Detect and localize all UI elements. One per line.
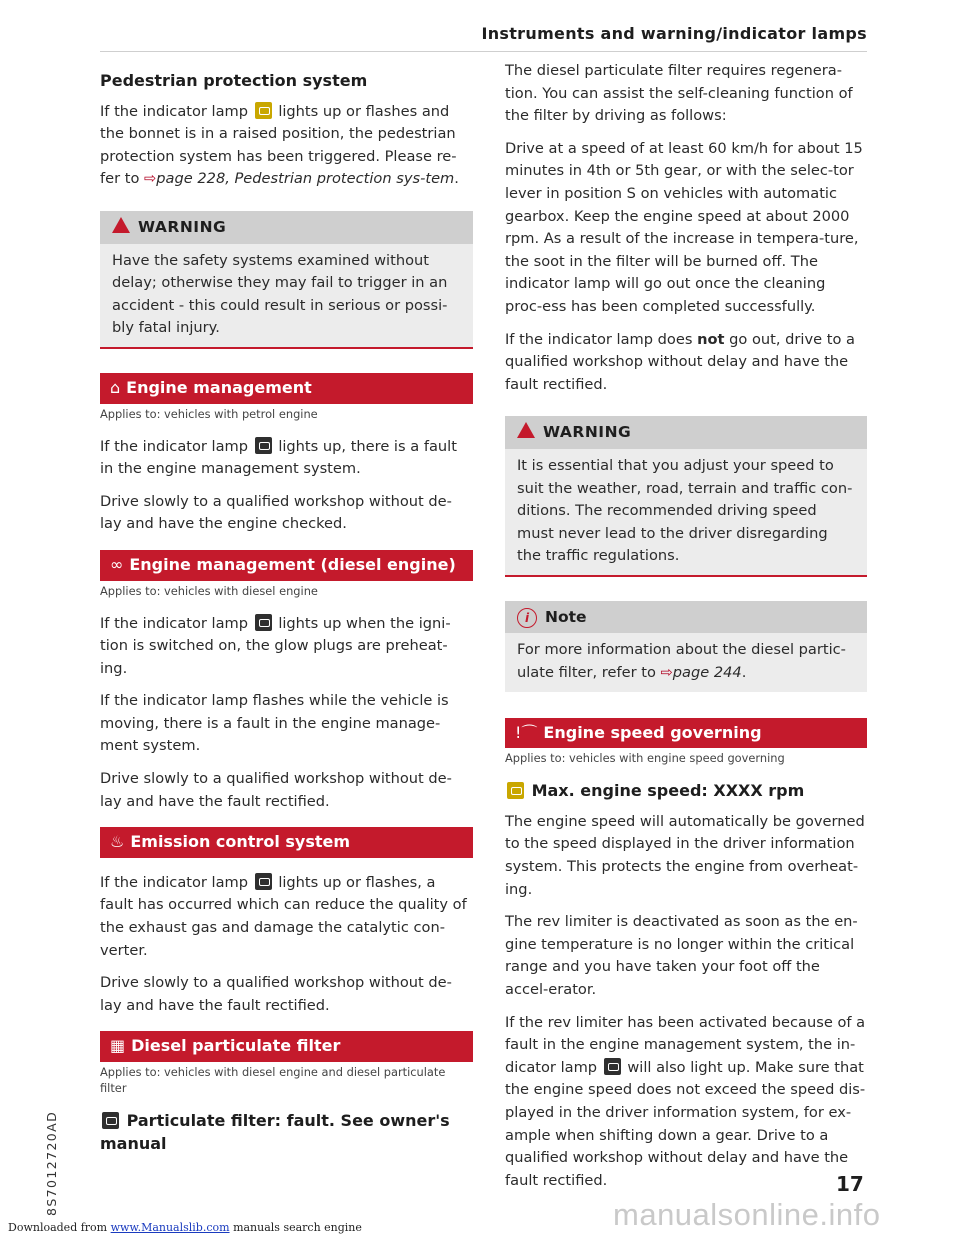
warning-header — [505, 416, 867, 449]
page-number: 17 — [836, 1172, 864, 1196]
text-run: lights up, there is a fault in the engine management system. — [100, 437, 457, 478]
warning-triangle-icon — [112, 217, 130, 233]
text-run: If the rev limiter has been activated because of a fault in the engine management system, the in-dicator lamp — [505, 1013, 866, 1076]
emission-icon: ♨ — [110, 832, 125, 852]
applies-note: Applies to: vehicles with diesel engine — [100, 583, 318, 598]
text-run: go out, drive to a qualified workshop without delay and have the fault rectified. — [505, 330, 855, 393]
footer-link[interactable]: www.Manualslib.com — [110, 1221, 230, 1234]
governing-text-1: The engine speed will automatically be governed to the speed displayed in the driver information system. This protects the engine from overheat-ing. — [505, 812, 865, 898]
regen-text-3 — [505, 329, 867, 397]
text-run: lights up when the igni-tion is switched on, the glow plugs are preheat-ing. — [100, 614, 451, 677]
emission-lamp-icon — [255, 873, 272, 890]
warning-title: WARNING — [543, 423, 632, 442]
warning-title: WARNING — [138, 217, 227, 236]
governing-text-3 — [505, 1012, 867, 1193]
pedestrian-text — [100, 101, 473, 191]
download-footer — [8, 1221, 362, 1234]
engine-lamp-icon — [255, 437, 272, 454]
warning-text: It is essential that you adjust your speed to suit the weather, road, terrain and traffic con-ditions. The recommended driving speed must never lead to the driver disregarding the traffic regulations. — [517, 456, 853, 565]
warning-box — [505, 416, 867, 577]
text-run: If the indicator lamp — [100, 437, 249, 455]
ref-arrow-icon: ⇨ — [660, 664, 673, 682]
text-run: will also light up. Make sure that the engine speed does not exceed the speed dis-played in the driver information system, for ex-ample when shifting down a gear. Drive to a qualified workshop without delay and have the fault rectified. — [505, 1058, 866, 1189]
note-header — [505, 601, 867, 634]
page-header: Instruments and warning/indicator lamps — [100, 24, 867, 52]
side-document-code: 8S7012720AD — [44, 1110, 59, 1216]
diesel-text-3: Drive slowly to a qualified workshop without de-lay and have the fault rectified. — [100, 770, 452, 810]
section-title: Engine speed governing — [543, 722, 762, 742]
text-run: If the indicator lamp does — [505, 330, 693, 348]
section-band-diesel — [100, 550, 473, 581]
text-run: lights up or flashes and the bonnet is in a raised position, the pedestrian protection system has been triggered. Please re-fer to — [100, 102, 457, 188]
section-band-emission — [100, 827, 473, 858]
emission-text-2: Drive slowly to a qualified workshop without de-lay and have the fault rectified. — [100, 974, 452, 1014]
regen-text-1: The diesel particulate filter requires regenera-tion. You can assist the self-cleaning function of the filter by driving as follows: — [505, 62, 853, 125]
particulate-lamp-icon — [102, 1112, 119, 1129]
warning-text: Have the safety systems examined without delay; otherwise they may fail to trigger in an accident - this could result in serious or possi-bly fatal injury. — [112, 251, 448, 337]
left-column — [100, 60, 473, 1163]
section-title: Engine management (diesel engine) — [129, 554, 456, 574]
engine-icon: ⌂ — [110, 377, 121, 397]
note-ref-link[interactable] — [661, 664, 742, 681]
glow-plug-icon: ∞ — [110, 554, 124, 574]
governing-subtitle — [505, 780, 867, 803]
applies-note: Applies to: vehicles with engine speed governing — [505, 751, 785, 766]
footer-text: Downloaded from — [8, 1221, 108, 1234]
subtitle-text: Particulate filter: fault. See owner's manual — [100, 1111, 450, 1153]
section-title: Engine management — [126, 377, 312, 397]
note-text — [505, 633, 867, 691]
text-run: . — [454, 170, 459, 188]
ref-text: page 228, Pedestrian protection sys-tem — [156, 170, 455, 188]
section-title: Emission control system — [130, 832, 351, 852]
note-box — [505, 601, 867, 692]
engine-text-1 — [100, 436, 473, 481]
section-band-engine — [100, 373, 473, 404]
footer-text: manuals search engine — [233, 1221, 362, 1234]
note-title: Note — [545, 607, 587, 626]
regen-text-2: Drive at a speed of at least 60 km/h for about 15 minutes in 4th or 5th gear, or with the selec-tor lever in position S on vehicles with automatic gearbox. Keep the engine speed at about 2000 rpm. As a result of the increase in tempera-ture, the soot in the filter will be burned off. The indicator lamp will go out once the cleaning proc-ess has been completed successfully. — [505, 139, 863, 315]
engine-lamp-icon — [604, 1058, 621, 1075]
emission-text-1 — [100, 872, 473, 962]
governing-text-2: The rev limiter is deactivated as soon as the en-gine temperature is no longer within the critical range and you have taken your foot off the accel-erator. — [505, 913, 858, 998]
pedestrian-title: Pedestrian protection system — [100, 71, 368, 90]
subtitle-text: Max. engine speed: XXXX rpm — [531, 781, 805, 801]
particulate-filter-icon: ▦ — [110, 1036, 126, 1056]
section-band-governing — [505, 718, 867, 749]
dpf-subtitle — [100, 1110, 473, 1155]
warning-triangle-icon — [517, 422, 535, 438]
warning-box — [100, 211, 473, 349]
pedestrian-lamp-icon — [255, 102, 272, 119]
applies-note: Applies to: vehicles with petrol engine — [100, 406, 318, 421]
warning-header — [100, 211, 473, 244]
text-run: For more information about the diesel partic-ulate filter, refer to — [517, 641, 846, 682]
section-title: Diesel particulate filter — [131, 1036, 341, 1056]
applies-note: Applies to: vehicles with diesel engine and diesel particulate filter — [100, 1065, 446, 1095]
engine-text-2: Drive slowly to a qualified workshop without de-lay and have the engine checked. — [100, 492, 452, 533]
rev-limiter-lamp-icon — [507, 782, 524, 799]
text-run: If the indicator lamp — [100, 873, 249, 891]
emphasis: not — [697, 330, 725, 348]
ref-text: page 244 — [672, 664, 742, 682]
text-run: . — [741, 664, 747, 682]
watermark: manualsonline.info — [613, 1197, 881, 1232]
info-icon: i — [517, 608, 537, 628]
right-column — [505, 60, 867, 1202]
rev-limiter-icon: !⌒ — [515, 722, 538, 742]
glow-plug-lamp-icon — [255, 614, 272, 631]
section-band-dpf — [100, 1031, 473, 1062]
text-run: If the indicator lamp — [100, 102, 249, 120]
text-run: If the indicator lamp — [100, 614, 249, 632]
ref-arrow-icon: ⇨ — [144, 170, 157, 188]
diesel-text-2: If the indicator lamp flashes while the vehicle is moving, there is a fault in the engine manage-ment system. — [100, 692, 449, 755]
pedestrian-ref-link[interactable] — [144, 170, 454, 187]
text-run: lights up or flashes, a fault has occurred which can reduce the quality of the exhaust gas and damage the catalytic con-verter. — [100, 873, 467, 959]
diesel-text-1 — [100, 613, 473, 681]
